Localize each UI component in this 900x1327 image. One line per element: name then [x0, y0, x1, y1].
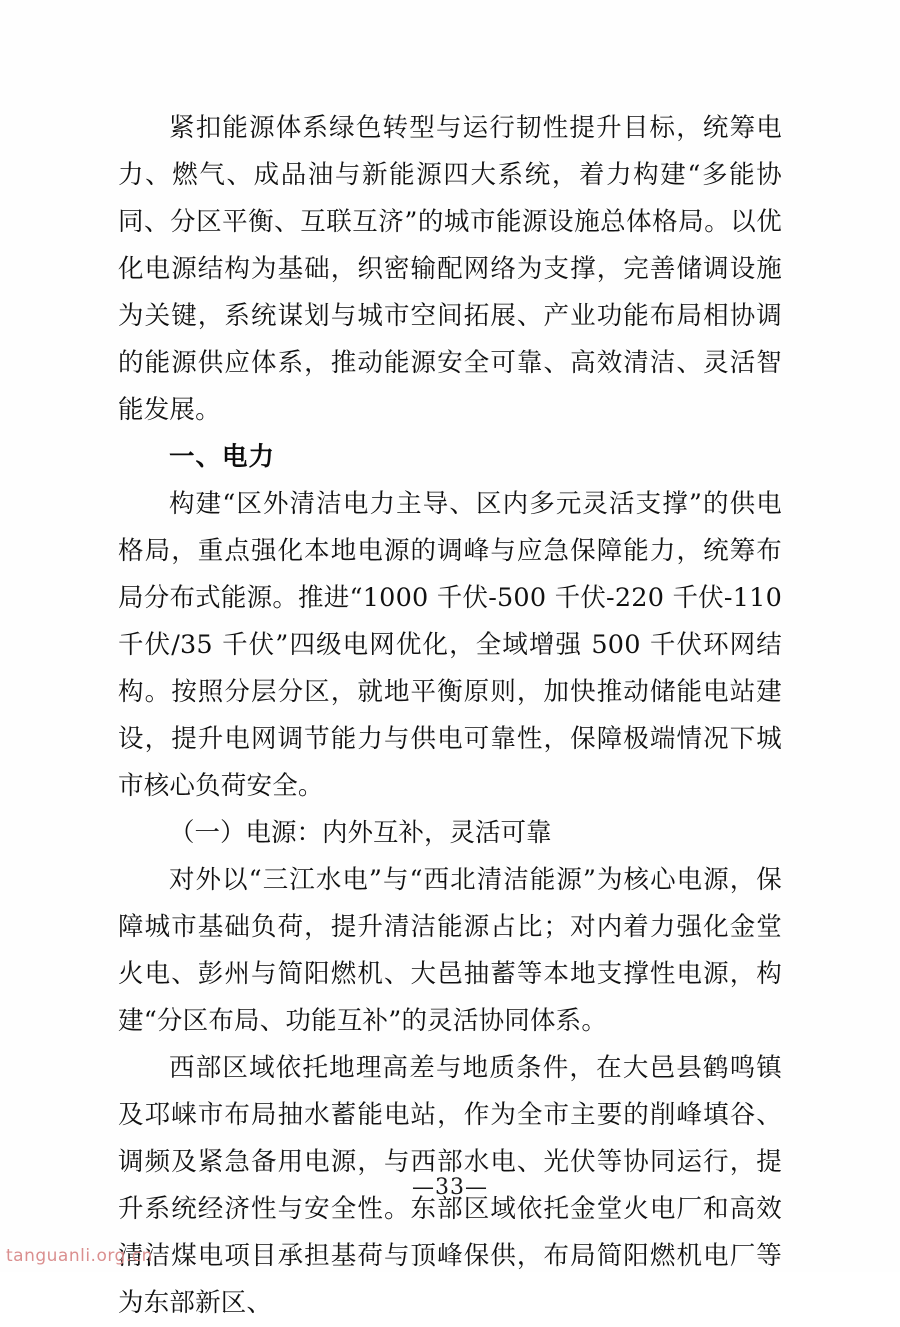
paragraph-power-grid-structure: 构建“区外清洁电力主导、区内多元灵活支撑”的供电格局，重点强化本地电源的调峰与应急保障能力，统筹布局分布式能源。推进“1000 千伏-500 千伏-220 千伏-110 千伏/35 千伏”四级电网优化，全域增强 500 千伏环网结构。按照分层分区，就地平衡原则，加快推动储能电站建设，提升电网调节能力与供电可靠性，保障极端情况下城市核心负荷安全。: [118, 489, 782, 801]
paragraph-power-source-detail: 对外以“三江水电”与“西北清洁能源”为核心电源，保障城市基础负荷，提升清洁能源占比；对内着力强化金堂火电、彭州与简阳燃机、大邑抽蓄等本地支撑性电源，构建“分区布局、功能互补”的灵活协同体系。: [118, 865, 782, 1036]
paragraph-western-eastern-region: 西部区域依托地理高差与地质条件，在大邑县鹤鸣镇及邛崃市布局抽水蓄能电站，作为全市主要的削峰填谷、调频及紧急备用电源，与西部水电、光伏等协同运行，提升系统经济性与安全性。东部区域依托金堂火电厂和高效清洁煤电项目承担基荷与顶峰保供，布局简阳燃机电厂等为东部新区、: [118, 1053, 782, 1318]
watermark: tanguanli.org.cn: [6, 1246, 153, 1266]
heading-section-one-electricity: 一、电力: [169, 442, 276, 472]
subheading-power-source: （一）电源：内外互补，灵活可靠: [169, 818, 552, 848]
paragraph-energy-overview: 紧扣能源体系绿色转型与运行韧性提升目标，统筹电力、燃气、成品油与新能源四大系统，着力构建“多能协同、分区平衡、互联互济”的城市能源设施总体格局。以优化电源结构为基础，织密输配网络为支撑，完善储调设施为关键，系统谋划与城市空间拓展、产业功能布局相协调的能源供应体系，推动能源安全可靠、高效清洁、灵活智能发展。: [118, 113, 782, 425]
page-number: —33—: [412, 1175, 488, 1200]
